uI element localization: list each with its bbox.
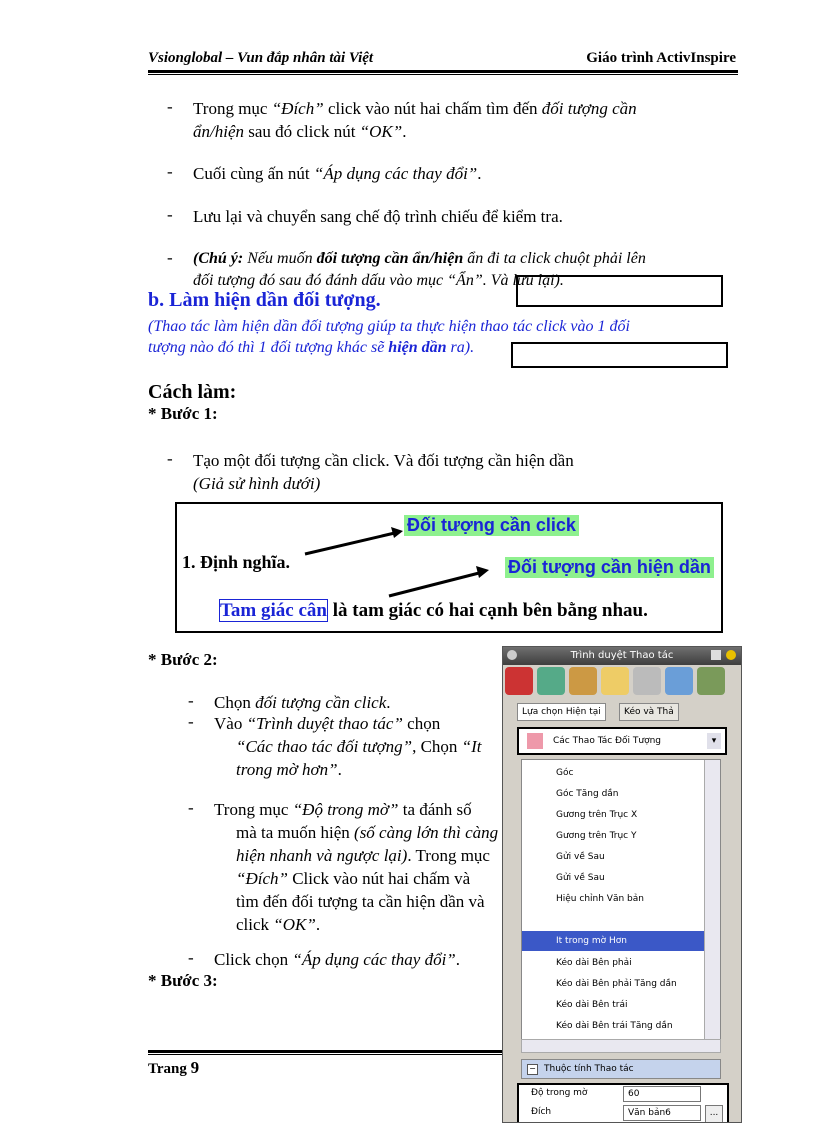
horizontal-scrollbar[interactable]: [521, 1039, 721, 1053]
target-input[interactable]: Văn bản6: [623, 1105, 701, 1121]
reveal-object-label: Đối tượng cần hiện dần: [505, 557, 714, 578]
list-item-selected[interactable]: It trong mờ Hơn: [556, 936, 627, 946]
bullet-dash: -: [167, 248, 173, 267]
footer-divider: [148, 1050, 503, 1053]
list-item[interactable]: Gương trên Trục Y: [556, 831, 637, 841]
list-item[interactable]: Kéo dài Bên trái Tăng dần: [556, 1021, 673, 1031]
action-list: [521, 759, 721, 1041]
action-category-select[interactable]: Các Thao Tác Đối Tượng ▾: [517, 727, 727, 755]
tab-drag-drop[interactable]: Kéo và Thả: [619, 703, 679, 721]
target-label: Đích: [531, 1107, 552, 1117]
section-b-title: b. Làm hiện dần đối tượng.: [148, 289, 381, 311]
section-b-description: (Thao tác làm hiện dần đối tượng giúp ta thực hiện thao tác click vào 1 đối tượng nào đó thì 1 đối tượng khác sẽ hiện dần ra).: [148, 318, 630, 356]
page-browser-icon[interactable]: [537, 667, 565, 695]
list-item[interactable]: Kéo dài Bên phải Tăng dần: [556, 979, 677, 989]
definition-sentence: Tam giác cân là tam giác có hai cạnh bên bằng nhau.: [220, 600, 648, 621]
bullet-dash: -: [188, 691, 194, 710]
bullet-note: (Chú ý: Nếu muốn đối tượng cần ẩn/hiện ẩn đi ta click chuột phải lên đối tượng đó sau đó đánh dấu vào mục “Ẩn”. Và lưu lại).: [193, 250, 646, 289]
list-item[interactable]: Hiệu chỉnh Văn bản: [556, 894, 644, 904]
bullet-dash: -: [188, 798, 194, 817]
chevron-down-icon[interactable]: ▾: [707, 733, 721, 749]
arrow-to-reveal: [389, 572, 483, 596]
footer-divider-thin: [148, 1054, 503, 1055]
bullet-dash: -: [188, 948, 194, 967]
voting-icon[interactable]: [697, 667, 725, 695]
action-browser-icon[interactable]: [665, 667, 693, 695]
list-item[interactable]: Gửi về Sau: [556, 852, 605, 862]
notes-icon[interactable]: [601, 667, 629, 695]
step2-browser: Vào “Trình duyệt thao tác” chọn “Các thao tác đối tượng”, Chọn “It trong mờ hơn”.: [214, 714, 482, 779]
list-item[interactable]: Góc: [556, 768, 574, 778]
annotation-box: [516, 275, 723, 307]
step1-title: * Bước 1:: [148, 404, 218, 423]
bullet-apply: Cuối cùng ấn nút “Áp dụng các thay đổi”.: [193, 164, 482, 183]
list-item[interactable]: Kéo dài Bên trái: [556, 1000, 628, 1010]
page-number: Trang 9: [148, 1058, 200, 1077]
example-figure: [175, 502, 723, 633]
list-item[interactable]: Gửi về Sau: [556, 873, 605, 883]
header-divider-thin: [148, 74, 738, 75]
action-properties-box: [517, 1083, 729, 1123]
opacity-label: Độ trong mờ: [531, 1088, 588, 1098]
resource-icon[interactable]: [569, 667, 597, 695]
bullet-save: Lưu lại và chuyển sang chế độ trình chiếu để kiểm tra.: [193, 207, 563, 226]
cach-lam-heading: Cách làm:: [148, 381, 237, 403]
bullet-dash: -: [188, 712, 194, 731]
collapse-icon[interactable]: −: [527, 1064, 538, 1075]
header-right: Giáo trình ActivInspire: [586, 50, 736, 66]
step3-title: * Bước 3:: [148, 971, 218, 990]
step2-opacity: Trong mục “Độ trong mờ” ta đánh số mà ta muốn hiện (số càng lớn thì càng hiện nhanh và ngược lại). Trong mục “Đích” Click vào nút hai chấm và tìm đến đối tượng ta cần hiện dần và click “OK”.: [214, 800, 499, 934]
property-icon[interactable]: [633, 667, 661, 695]
panel-title: Trình duyệt Thao tác: [503, 647, 741, 665]
arrow-to-click: [305, 532, 399, 554]
bullet-dash: -: [167, 205, 173, 224]
action-properties-header[interactable]: − Thuộc tính Thao tác: [521, 1059, 721, 1079]
category-icon: [527, 733, 543, 749]
list-item[interactable]: Gương trên Trục X: [556, 810, 638, 820]
pin-icon[interactable]: [711, 650, 721, 660]
menu-icon[interactable]: [726, 650, 736, 660]
tab-current-selection[interactable]: Lựa chọn Hiện tại: [517, 703, 606, 721]
step2-apply: Click chọn “Áp dụng các thay đổi”.: [214, 950, 461, 969]
bullet-target: Trong mục “Đích” click vào nút hai chấm tìm đến đối tượng cần ẩn/hiện sau đó click nút “OK”.: [193, 99, 637, 141]
action-browser-panel: [502, 646, 742, 1123]
actions-tool-icon[interactable]: [505, 667, 533, 695]
definition-label: 1. Định nghĩa.: [182, 552, 291, 572]
bullet-dash: -: [167, 97, 173, 116]
bullet-dash: -: [167, 162, 173, 181]
list-scrollbar[interactable]: [704, 760, 720, 1040]
header-left: Vsionglobal – Vun đắp nhân tài Việt: [148, 50, 374, 66]
step2-title: * Bước 2:: [148, 650, 218, 669]
close-icon[interactable]: [507, 650, 517, 660]
annotation-box: [511, 342, 728, 368]
header-divider: [148, 70, 738, 73]
list-item[interactable]: Kéo dài Bên phải: [556, 958, 632, 968]
browse-target-button[interactable]: ...: [705, 1105, 723, 1123]
step1-text: Tạo một đối tượng cần click. Và đối tượng cần hiện dần (Giả sử hình dưới): [193, 451, 574, 493]
bullet-dash: -: [167, 449, 173, 468]
list-item[interactable]: Góc Tăng dần: [556, 789, 619, 799]
click-object-label: Đối tượng cần click: [404, 515, 579, 536]
opacity-input[interactable]: 60: [623, 1086, 701, 1102]
step2-choose: Chọn đối tượng cần click.: [214, 693, 391, 712]
arrows: [177, 504, 721, 631]
